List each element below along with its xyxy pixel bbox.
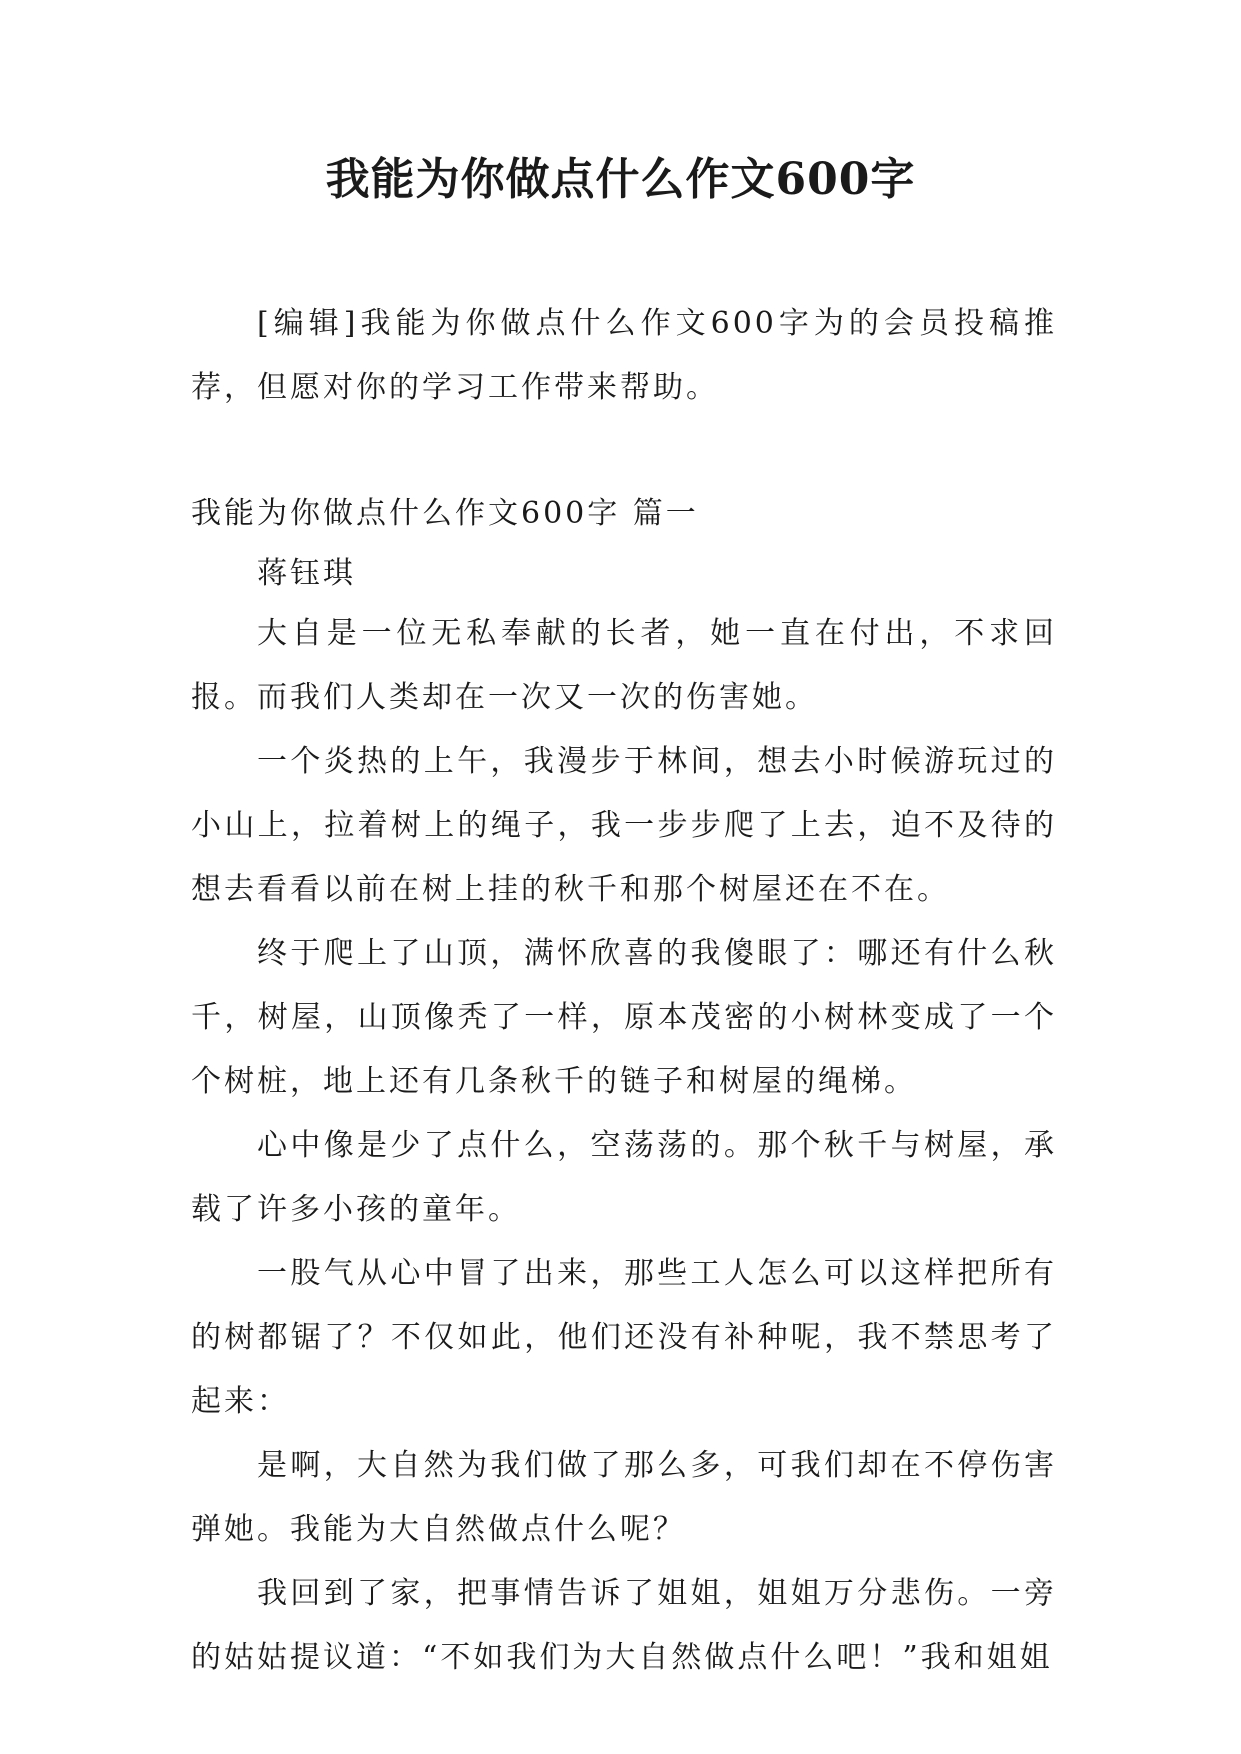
author-name: 蒋钰琪 (257, 556, 356, 591)
body-paragraph: 我回到了家，把事情告诉了姐姐，姐姐万分悲伤。一旁的姑姑提议道：“不如我们为大自然做点什么吧！”我和姐姐 (191, 1576, 1057, 1675)
body-paragraph: 一股气从心中冒了出来，那些工人怎么可以这样把所有的树都锯了？不仅如此，他们还没有补种呢，我不禁思考了起来： (191, 1256, 1057, 1419)
body-paragraph: 大自是一位无私奉献的长者，她一直在付出，不求回报。而我们人类却在一次又一次的伤害她。 (191, 616, 1057, 715)
body-paragraph: 一个炎热的上午，我漫步于林间，想去小时候游玩过的小山上，拉着树上的绳子，我一步步爬了上去，迫不及待的想去看看以前在树上挂的秋千和那个树屋还在不在。 (191, 744, 1057, 907)
section-heading: 我能为你做点什么作文600字 篇一 (191, 496, 699, 531)
document-title: 我能为你做点什么作文600字 (325, 154, 916, 205)
document-body (191, 292, 1057, 1690)
intro-paragraph: [编辑]我能为你做点什么作文600字为的会员投稿推荐，但愿对你的学习工作带来帮助。 (191, 306, 1057, 405)
body-paragraph: 是啊，大自然为我们做了那么多，可我们却在不停伤害弹她。我能为大自然做点什么呢？ (191, 1448, 1057, 1547)
body-paragraph: 终于爬上了山顶，满怀欣喜的我傻眼了：哪还有什么秋千，树屋，山顶像秃了一样，原本茂密的小树林变成了一个个树桩，地上还有几条秋千的链子和树屋的绳梯。 (191, 936, 1057, 1099)
body-paragraph: 心中像是少了点什么，空荡荡的。那个秋千与树屋，承载了许多小孩的童年。 (191, 1128, 1057, 1227)
